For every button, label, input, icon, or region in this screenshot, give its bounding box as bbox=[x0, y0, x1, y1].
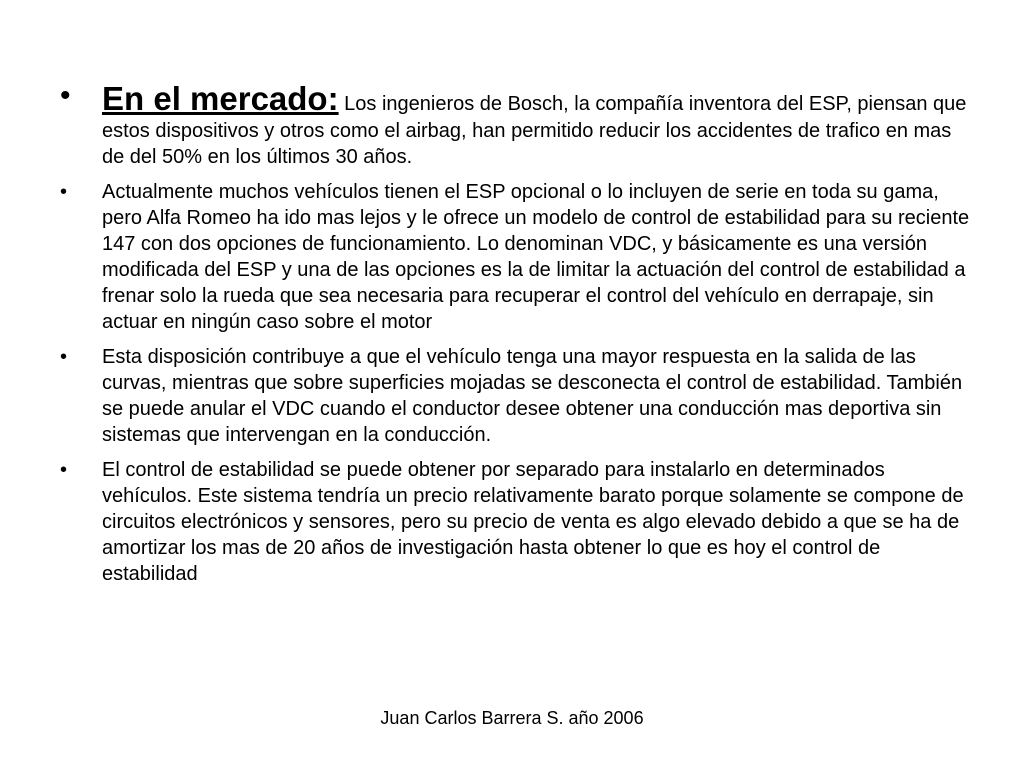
bullet-heading: En el mercado: bbox=[102, 80, 339, 117]
bullet-text: Actualmente muchos vehículos tienen el ESP opcional o lo incluyen de serie en toda su gama, pero Alfa Romeo ha ido mas lejos y le ofrece un modelo de control de estabilidad para su reciente 147 con dos opciones de funcionamiento. Lo denominan VDC, y básicamente es una versión modificada del ESP y una de las opciones es la de limitar la actuación del control de estabilidad a frenar solo la rueda que sea necesaria para recuperar el control del vehículo en derrapaje, sin actuar en ningún caso sobre el motor bbox=[102, 181, 970, 333]
bullet-item-actualmente bbox=[60, 179, 970, 335]
bullet-marker: • bbox=[60, 346, 68, 368]
bullet-item-disposicion bbox=[60, 344, 970, 448]
bullet-text: El control de estabilidad se puede obtener por separado para instalarlo en determinados vehículos. Este sistema tendría un precio relativamente barato porque solamente se compone de circuitos electrónicos y sensores, pero su precio de venta es algo elevado debido a que se ha de amortizar los mas de 20 años de investigación hasta obtener lo que es hoy el control de estabilidad bbox=[102, 459, 964, 585]
footer-author: Juan Carlos Barrera S. año 2006 bbox=[380, 708, 644, 728]
bullet-marker: • bbox=[60, 459, 68, 481]
bullet-text: Esta disposición contribuye a que el vehículo tenga una mayor respuesta en la salida de las curvas, mientras que sobre superficies mojadas se desconecta el control de estabilidad. También se puede anular el VDC cuando el conductor desee obtener una conducción mas deportiva sin sistemas que intervengan en la conducción. bbox=[102, 346, 963, 446]
bullet-list bbox=[60, 80, 970, 596]
bullet-item-mercado bbox=[60, 80, 970, 170]
bullet-text: Los ingenieros de Bosch, la compañía inventora del ESP, piensan que estos dispositivos y otros como el airbag, han permitido reducir los accidentes de trafico en mas de del 50% en los últimos 30 años. bbox=[102, 93, 967, 168]
bullet-marker: • bbox=[60, 181, 68, 203]
bullet-item-control bbox=[60, 457, 970, 587]
bullet-marker: • bbox=[60, 79, 71, 112]
